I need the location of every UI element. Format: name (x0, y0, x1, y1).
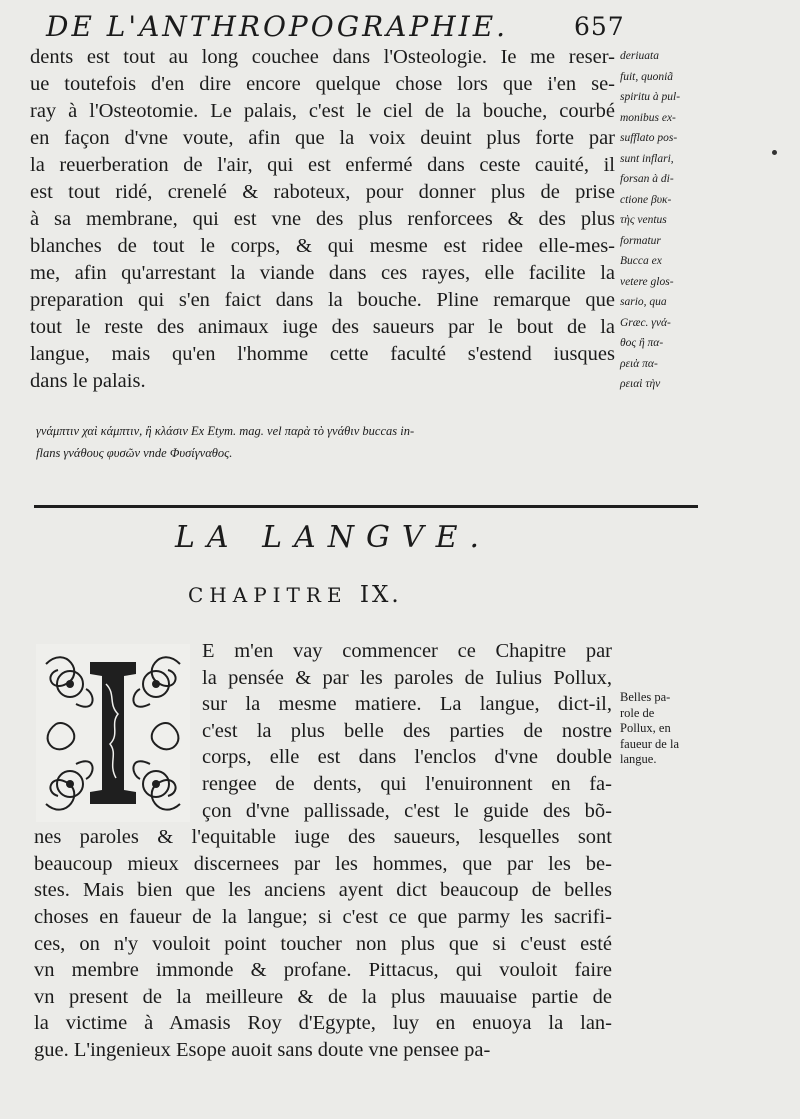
margin-note-line: Pollux, en (620, 721, 671, 735)
margin-note-line: sufflato pos- (620, 132, 678, 144)
section-title: LA LANGVE. (175, 520, 492, 555)
chapter-line: ces, on n'y vouloit point toucher non plus que si c'eust esté (34, 932, 612, 955)
chapter-line: corps, elle est dans l'enclos d'vne double (202, 746, 612, 769)
chapter-line: gue. L'ingenieux Esope auoit sans doute vne pensee pa- (34, 1038, 491, 1061)
decorated-initial-i-icon (36, 644, 190, 822)
page-number: 657 (574, 12, 625, 41)
chapter-line: E m'en vay commencer ce Chapitre par (202, 640, 612, 662)
chapter-line: nes paroles & l'equitable iuge des saueurs, lesquelles sont (34, 826, 612, 849)
body-paragraph (30, 44, 615, 395)
margin-note-line: role de (620, 705, 655, 720)
body-line: en façon d'vne voute, afin que la voix deuint plus forte par (30, 127, 615, 149)
margin-note-pollux (620, 690, 710, 768)
footnote (36, 420, 696, 464)
chapter-paragraph (34, 638, 612, 1064)
margin-note-line: sario, qua (620, 296, 667, 308)
body-line: ue toutefois d'en dire encore quelque chose lors que i'en se- (30, 73, 615, 95)
chapter-line: vn present de la meilleure & de la plus mauuaise partie de (34, 985, 612, 1008)
margin-note-line: deriuata (620, 50, 659, 62)
section-divider (34, 505, 698, 508)
decorated-initial (36, 644, 190, 822)
body-line: est tout ridé, crenelé & raboteux, pour donner plus de prise (30, 181, 615, 203)
margin-note-line: vetere glos- (620, 275, 674, 288)
body-line: tout le reste des animaux iuge des saueurs par le bout de la (30, 316, 615, 338)
margin-note-line: monibus ex- (620, 111, 676, 124)
body-line: me, afin qu'arrestant la viande dans ces rayes, elle facilite la (30, 262, 615, 284)
margin-note-line: forsan à di- (620, 173, 674, 185)
body-line: la reuerberation de l'air, qui est enfermé dans ceste cauité, il (30, 154, 615, 176)
chapter-line: vn membre immonde & profane. Pittacus, qui vouloit faire (34, 959, 612, 982)
chapter-word: CHAPITRE (188, 583, 348, 607)
footnote-line: flans γνάθους φυσῶν vnde Φυσίγναθος. (36, 446, 233, 460)
chapter-line: rengee de dents, qui l'enuironnent en fa- (202, 772, 612, 795)
body-line: dans le palais. (30, 370, 146, 392)
body-line: ray à l'Osteotomie. Le palais, c'est le ciel de la bouche, courbé (30, 100, 615, 122)
body-line: dents est tout au long couchee dans l'Osteologie. Ie me reser- (30, 46, 615, 68)
margin-note-line: fuit, quoniã (620, 70, 674, 83)
footnote-line: γνάμπτιν χαὶ κάμπτιν, ἢ κλάσιν Ex Etym. mag. vel παρὰ τὸ γνάθιν buccas in- (36, 424, 415, 438)
margin-note-line: spiritu à pul- (620, 91, 681, 103)
chapter-line: choses en faueur de la langue; si c'est ce que parmy les sacrifi- (34, 905, 612, 928)
chapter-line: çon d'vne pallissade, c'est le guide des bõ- (202, 799, 612, 822)
body-line: blanches de tout le corps, & qui mesme est ridee elle-mes- (30, 235, 615, 257)
chapter-line: la pensée & par les paroles de Iulius Pollux, (202, 666, 612, 689)
margin-note-line: Bucca ex (620, 255, 662, 267)
chapter-line: c'est la plus belle des parties de nostre (202, 719, 612, 742)
margin-note-line: Belles pa- (620, 690, 671, 704)
body-line: à sa membrane, qui est vne des plus renforcees & des plus (30, 208, 615, 230)
margin-note-line: Græc. γνά- (620, 316, 671, 329)
margin-note-line: ρειὰ πα- (620, 357, 658, 370)
margin-note-line: sunt inflari, (620, 152, 674, 165)
running-title: DE L'ANTHROPOGRAPHIE. (46, 10, 509, 43)
margin-note-line: τὴς ventus (620, 214, 667, 226)
body-line: langue, mais qu'en l'homme cette faculté s'estend iusques (30, 343, 615, 365)
body-line: preparation qui s'en faict dans la bouche. Pline remarque que (30, 289, 615, 311)
ink-dot (772, 150, 777, 155)
chapter-line: stes. Mais bien que les anciens ayent dict beaucoup de belles (34, 879, 612, 902)
margin-note-line: θος ἢ πα- (620, 337, 664, 349)
margin-note-line: formatur (620, 234, 661, 247)
margin-note-line: langue. (620, 752, 657, 766)
chapter-line: la victime à Amasis Roy d'Egypte, luy en enuoya la lan- (34, 1012, 612, 1035)
margin-note-etymology (620, 46, 710, 395)
chapter-heading (188, 582, 488, 608)
margin-note-line: faueur de la (620, 736, 679, 751)
chapter-line: sur la mesme matiere. La langue, dict-il, (202, 693, 612, 716)
chapter-number: IX. (359, 582, 402, 608)
margin-note-line: ρειαὶ τὴν (620, 378, 661, 390)
margin-note-line: ctione βυκ- (620, 193, 672, 206)
chapter-line: beaucoup mieux discernees par les hommes, que par les be- (34, 852, 612, 875)
